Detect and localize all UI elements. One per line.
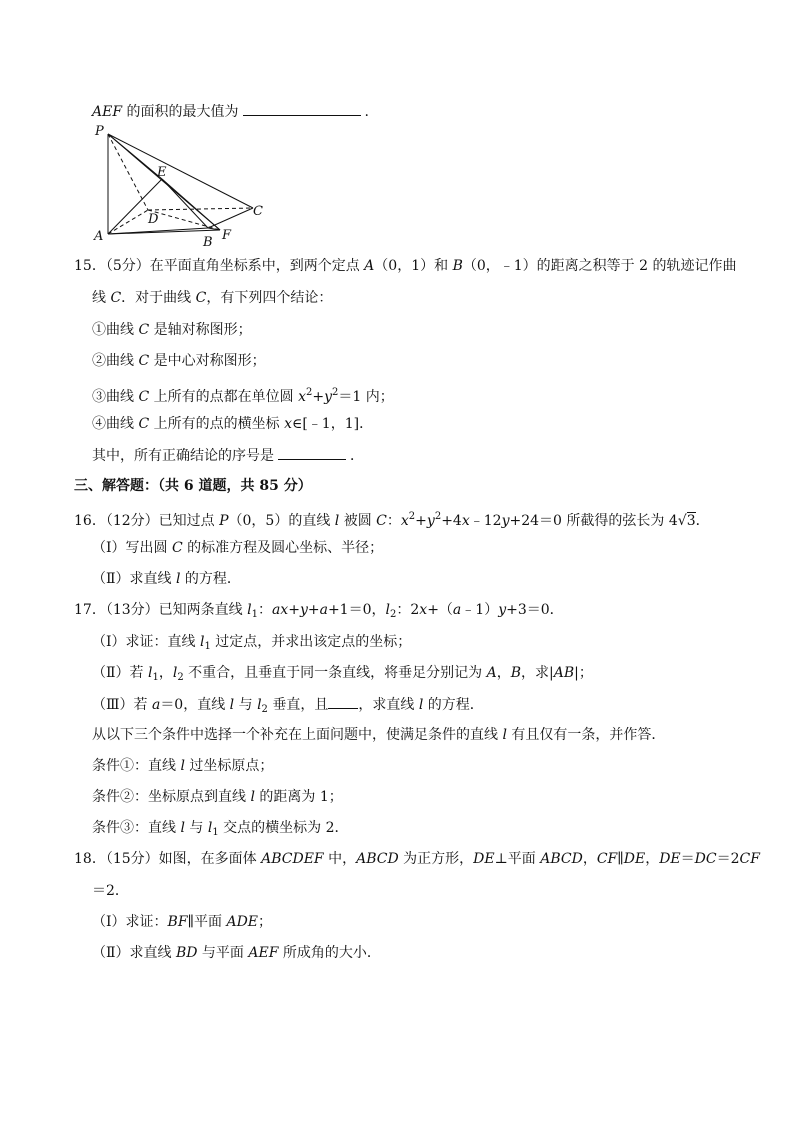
text-fragment: 1: [152, 672, 159, 683]
text-fragment: （Ⅲ）若: [92, 697, 152, 713]
text-fragment: DC: [694, 851, 717, 867]
text-fragment: y: [498, 602, 507, 618]
text-fragment: 所成角的大小．: [278, 945, 381, 961]
text-fragment: a: [452, 602, 462, 618]
text-fragment: +4: [441, 513, 462, 529]
text-fragment: ；: [258, 914, 273, 930]
q15-conclusion-1: [92, 320, 252, 340]
text-fragment: l: [334, 513, 340, 529]
text-fragment: ＝2: [716, 851, 740, 867]
text-fragment: x: [461, 513, 470, 529]
text-fragment: （Ⅱ）若: [92, 665, 148, 681]
text-fragment: ＝0，直线: [160, 697, 230, 713]
text-fragment: 2: [434, 511, 442, 522]
text-fragment: +24＝0 所截得的弦长为 4: [509, 513, 678, 529]
q18-part1: [92, 912, 272, 932]
answer-blank[interactable]: [278, 445, 346, 460]
text-fragment: 为正方形，: [398, 851, 474, 867]
text-fragment: ADE: [226, 914, 259, 930]
text-fragment: B: [452, 258, 463, 274]
text-fragment: （0，5）的直线: [228, 513, 335, 529]
text-fragment: 2: [389, 609, 397, 620]
text-fragment: DE: [659, 851, 681, 867]
label-P: P: [95, 124, 104, 139]
text-fragment: 15．（5分）在平面直角坐标系中，到两个定点: [74, 258, 365, 274]
q17-part2: [92, 663, 593, 688]
text-fragment: （0，﹣1）的距离之积等于 2 的轨迹记作曲: [462, 258, 737, 274]
text-fragment: C: [138, 322, 150, 338]
section-heading: 三、解答题：（共 6 道题，共 85 分）: [74, 478, 312, 494]
text-fragment: 过坐标原点；: [184, 758, 274, 774]
text-fragment: ﹣12: [469, 513, 502, 529]
q17-stem: [74, 600, 564, 625]
text-fragment: +（: [427, 602, 453, 618]
text-fragment: l: [257, 697, 262, 713]
text-fragment: ，求直线: [358, 697, 419, 713]
text-fragment: +3＝0．: [506, 602, 564, 618]
text-fragment: l: [172, 665, 178, 681]
text-fragment: 的方程．: [423, 697, 484, 713]
q16-part2: [92, 569, 241, 589]
text-fragment: 18．（15分）如图，在多面体: [74, 851, 262, 867]
q15-question: [92, 445, 364, 466]
text-fragment: |；: [574, 665, 593, 681]
text-fragment: +: [312, 389, 325, 405]
answer-blank[interactable]: [243, 101, 361, 116]
text-fragment: A: [364, 258, 375, 274]
text-fragment: ，: [158, 665, 173, 681]
text-fragment: ，: [582, 851, 597, 867]
q15-stem-line2: [92, 288, 332, 308]
text-fragment: CF: [739, 851, 760, 867]
text-fragment: 的方程．: [180, 571, 241, 587]
text-fragment: 2: [305, 387, 313, 398]
text-fragment: l: [175, 571, 181, 587]
q14-answer-line: [92, 101, 369, 122]
text-fragment: 17．（13分）已知两条直线: [74, 602, 248, 618]
text-fragment: AB: [553, 665, 575, 681]
text-fragment: （Ⅱ）求直线: [92, 571, 176, 587]
text-fragment: 的距离为 1；: [254, 789, 343, 805]
text-fragment: 有且仅有一条，并作答．: [506, 727, 666, 743]
text-fragment: ：2: [396, 602, 420, 618]
text-fragment: l: [147, 665, 153, 681]
text-fragment: 中，: [323, 851, 357, 867]
text-fragment: （Ⅰ）写出圆: [92, 540, 172, 556]
text-fragment: 2: [332, 387, 339, 398]
text-fragment: 2: [177, 672, 184, 683]
text-fragment: 线: [92, 290, 111, 306]
q18-part2: [92, 943, 381, 963]
q18-stem-line2: ＝2．: [92, 883, 129, 899]
text-fragment: +1＝0，: [327, 602, 386, 618]
text-fragment: l: [180, 758, 185, 774]
text-fragment: ﹣1）: [461, 602, 499, 618]
text-fragment: ②曲线: [92, 353, 139, 369]
text-fragment: +: [307, 602, 320, 618]
text-fragment: a: [319, 602, 328, 618]
q17-condition-2: [92, 787, 343, 807]
q14-text: 的面积的最大值为: [122, 104, 239, 120]
text-fragment: BF: [167, 914, 188, 930]
q16-part1: [92, 538, 383, 558]
text-fragment: x: [284, 416, 292, 432]
condition-blank[interactable]: [328, 694, 358, 709]
label-B: B: [203, 235, 213, 250]
text-fragment: l: [385, 602, 390, 618]
text-fragment: ，: [645, 851, 660, 867]
text-fragment: 的标准方程及圆心坐标、半径；: [182, 540, 384, 556]
text-fragment: ABCDEF: [261, 851, 324, 867]
text-fragment: C: [376, 513, 387, 529]
text-fragment: y: [426, 513, 435, 529]
text-fragment: ⊥平面: [494, 851, 541, 867]
text-fragment: 16．（12分）已知过点: [74, 513, 220, 529]
q18-stem-line1: [74, 849, 760, 869]
text-fragment: 上所有的点的横坐标: [149, 416, 285, 432]
label-D: D: [148, 212, 159, 227]
text-fragment: P: [219, 513, 229, 529]
text-fragment: 条件①：直线: [92, 758, 181, 774]
text-fragment: 与: [184, 820, 208, 836]
text-fragment: 1: [251, 609, 258, 620]
text-fragment: C: [138, 389, 150, 405]
text-fragment: ③曲线: [92, 389, 139, 405]
text-fragment: ．对于曲线: [121, 290, 196, 306]
text-fragment: （Ⅰ）求证：直线: [92, 634, 200, 650]
text-fragment: C: [138, 353, 150, 369]
label-C: C: [253, 204, 263, 219]
q15-conclusion-3: [92, 383, 394, 407]
q17-instruction: [92, 725, 665, 745]
text-fragment: 1: [204, 641, 211, 652]
label-E: E: [157, 165, 167, 180]
text-fragment: 是轴对称图形；: [149, 322, 252, 338]
text-fragment: 2: [408, 511, 416, 522]
text-fragment: ．: [350, 448, 364, 464]
text-fragment: BD: [175, 945, 198, 961]
text-fragment: 从以下三个条件中选择一个补充在上面问题中，使满足条件的直线: [92, 727, 503, 743]
text-fragment: 交点的横坐标为 2．: [218, 820, 349, 836]
triangle-name: AEF: [92, 104, 123, 120]
q17-part3: [92, 694, 484, 720]
text-fragment: ，: [496, 665, 511, 681]
text-fragment: +: [415, 513, 427, 529]
text-fragment: ∈[﹣1，1]．: [291, 416, 374, 432]
text-fragment: C: [110, 290, 122, 306]
text-fragment: ＝1 内；: [338, 389, 394, 405]
text-fragment: DE: [623, 851, 646, 867]
q17-condition-3: [92, 818, 349, 843]
text-fragment: 垂直，且: [267, 697, 329, 713]
q16-stem: [74, 507, 710, 531]
text-fragment: l: [229, 697, 235, 713]
sqrt-symbol: √: [677, 513, 687, 529]
sqrt-radicand: 3: [686, 513, 696, 529]
text-fragment: C: [171, 540, 183, 556]
text-fragment: 过定点，并求出该定点的坐标；: [210, 634, 412, 650]
text-fragment: 2: [261, 704, 268, 715]
text-fragment: （Ⅰ）求证：: [92, 914, 168, 930]
q15-conclusion-2: [92, 351, 266, 371]
text-fragment: 不重合，且垂直于同一条直线，将垂足分别记为: [183, 665, 487, 681]
label-F: F: [222, 228, 232, 243]
text-fragment: y: [299, 602, 308, 618]
text-fragment: ∥: [617, 851, 624, 867]
text-fragment: AEF: [248, 945, 279, 961]
text-fragment: 上所有的点都在单位圆: [149, 389, 299, 405]
text-fragment: ：: [257, 602, 272, 618]
text-fragment: l: [199, 634, 205, 650]
text-fragment: 被圆: [339, 513, 377, 529]
text-fragment: a: [151, 697, 161, 713]
q15-stem-line1: [74, 256, 736, 276]
text-fragment: 条件②：坐标原点到直线: [92, 789, 251, 805]
text-fragment: 1: [212, 827, 219, 838]
q17-condition-1: [92, 756, 273, 776]
text-fragment: ①曲线: [92, 322, 139, 338]
text-fragment: x: [298, 389, 306, 405]
text-fragment: （Ⅱ）求直线: [92, 945, 176, 961]
text-fragment: y: [501, 513, 510, 529]
text-fragment: l: [502, 727, 507, 743]
text-fragment: C: [138, 416, 150, 432]
text-fragment: ④曲线: [92, 416, 139, 432]
text-fragment: 与: [234, 697, 258, 713]
text-fragment: A: [486, 665, 497, 681]
text-fragment: ＝: [680, 851, 695, 867]
text-fragment: l: [247, 602, 252, 618]
q15-conclusion-4: [92, 414, 373, 434]
text-fragment: 条件③：直线: [92, 820, 181, 836]
text-fragment: ：: [386, 513, 401, 529]
text-fragment: l: [180, 820, 185, 836]
q17-part1: [92, 632, 411, 657]
text-fragment: 与平面: [197, 945, 249, 961]
text-fragment: 其中，所有正确结论的序号是: [92, 448, 274, 464]
text-fragment: ABCD: [356, 851, 399, 867]
text-fragment: C: [195, 290, 207, 306]
text-fragment: DE: [473, 851, 495, 867]
text-fragment: x: [419, 602, 428, 618]
text-fragment: l: [418, 697, 424, 713]
text-fragment: l: [207, 820, 213, 836]
q14-period: .: [364, 104, 369, 120]
text-fragment: CF: [596, 851, 618, 867]
label-A: A: [94, 229, 104, 244]
text-fragment: x: [400, 513, 409, 529]
text-fragment: ，求|: [521, 665, 554, 681]
text-fragment: ∥平面: [187, 914, 227, 930]
text-fragment: 是中心对称图形；: [149, 353, 266, 369]
text-fragment: y: [324, 389, 333, 405]
text-fragment: l: [250, 789, 255, 805]
text-fragment: ．: [695, 513, 710, 529]
text-fragment: （0，1）和: [374, 258, 453, 274]
text-fragment: ，有下列四个结论：: [206, 290, 333, 306]
text-fragment: ax: [271, 602, 289, 618]
pyramid-figure: [88, 122, 263, 250]
text-fragment: B: [510, 665, 522, 681]
text-fragment: ABCD: [540, 851, 583, 867]
text-fragment: +: [288, 602, 300, 618]
